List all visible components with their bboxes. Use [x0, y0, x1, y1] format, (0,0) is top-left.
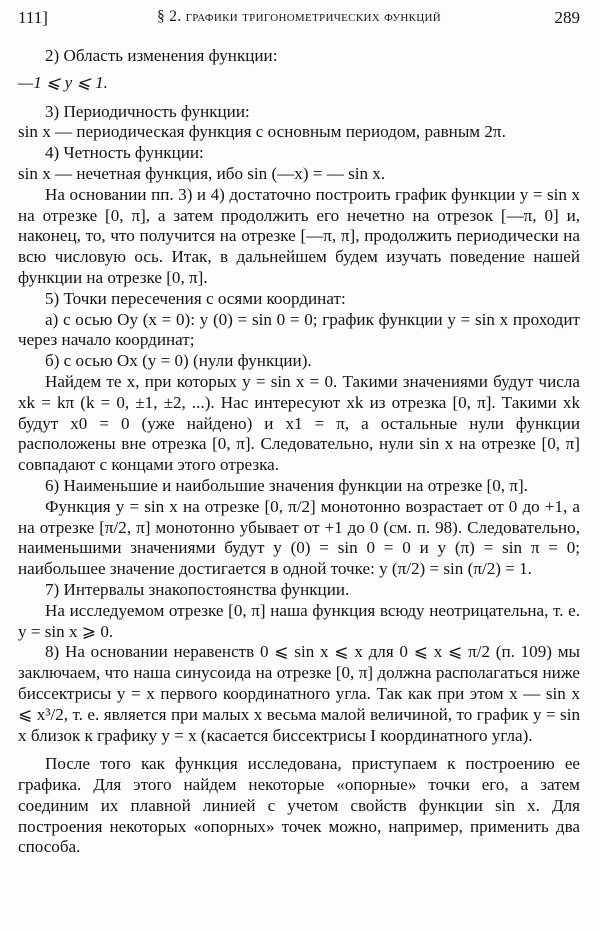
item-5b: б) с осью Ox (y = 0) (нули функции).: [45, 351, 312, 371]
item-5a: а) с осью Oy (x = 0): y (0) = sin 0 = 0; график функции y = sin x проходит через начало координат;: [18, 309, 580, 350]
item-6-paragraph: Функция y = sin x на отрезке [0, π/2] монотонно возрастает от 0 до +1, а на отрезке [π/2, π] монотонно убывает от +1 до 0 (см. п. 98). Следовательно, наименьшими значениями будут y (0) = sin 0 = 0 и y (π) = sin π = 0; наибольшее значение достигается в одной точке: y (π/2) = sin (π/2) = 1.: [18, 496, 580, 579]
section-reference: 111]: [18, 8, 48, 27]
running-header: [18, 8, 580, 32]
item-5-paragraph: Найдем те x, при которых y = sin x = 0. Такими значениями будут числа xk = kπ (k = 0, ±1, ±2, ...). Нас интересуют xk из отрезка [0, π]. Такими xk будут x0 = 0 (уже найдено) и x1 = π, а остальные нули функции расположены вне отрезка [0, π]. Следовательно, нули sin x на отрезке [0, π] совпадают с концами этого отрезка.: [18, 371, 580, 475]
page-body: [18, 46, 580, 858]
item-5-title: 5) Точки пересечения с осями координат:: [45, 288, 346, 308]
item-2-title: 2) Область изменения функции:: [45, 46, 278, 65]
item-7-title: 7) Интервалы знакопостоянства функции.: [45, 579, 350, 599]
page-number: 289: [554, 8, 580, 27]
item-4-paragraph: На основании пп. 3) и 4) достаточно построить график функции y = sin x на отрезке [0, π], а затем продолжить его нечетно на отрезок [—π, 0] и, наконец, то, что получится на отрезке [—π, π], продолжить периодически на всю числовую ось. Итак, в дальнейшем будем изучать поведение нашей функции на отрезке [0, π].: [18, 184, 580, 287]
final-paragraph: После того как функция исследована, приступаем к построению ее графика. Для этого найдем некоторые «опорные» точки его, а затем соединим их плавной линией с учетом свойств функции sin x. Для построения некоторых «опорных» точек можно, например, применить два способа.: [18, 754, 580, 857]
item-3-title: 3) Периодичность функции:: [45, 101, 250, 121]
range-formula: —1 ⩽ y ⩽ 1.: [18, 72, 108, 92]
item-7-paragraph: На исследуемом отрезке [0, π] наша функция всюду неотрицательна, т. е. y = sin x ⩾ 0.: [18, 600, 580, 641]
item-3-text: sin x — периодическая функция с основным периодом, равным 2π.: [18, 122, 506, 142]
running-title: § 2. графики тригонометрических функций: [157, 8, 441, 25]
item-4-title: 4) Четность функции:: [45, 143, 204, 163]
item-8-paragraph: 8) На основании неравенств 0 ⩽ sin x ⩽ x для 0 ⩽ x ⩽ π/2 (п. 109) мы заключаем, что наша синусоида на отрезке [0, π] должна располагаться ниже биссектрисы y = x первого координатного угла. Так как при этом x — sin x ⩽ x³/2, т. е. является при малых x весьма малой величиной, то график y = sin x близок к графику y = x (касается биссектрисы I координатного угла).: [18, 642, 580, 745]
item-4-text: sin x — нечетная функция, ибо sin (—x) = — sin x.: [18, 163, 386, 183]
item-6-title: 6) Наименьшие и наибольшие значения функции на отрезке [0, π].: [45, 475, 528, 495]
